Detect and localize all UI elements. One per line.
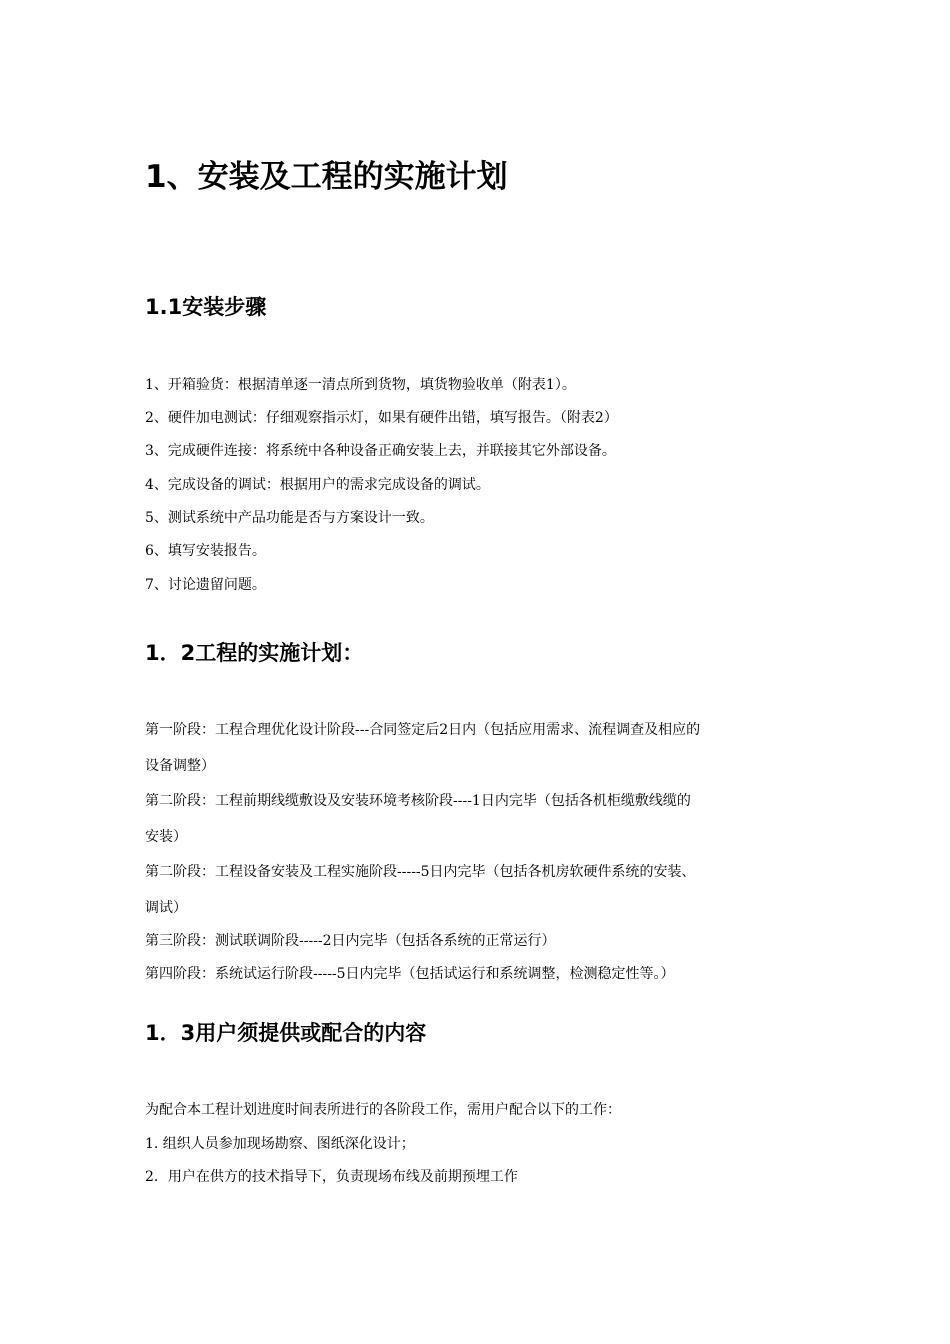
plan-line: 调试） (145, 900, 187, 916)
plan-line: 安装） (145, 829, 187, 845)
page-title: 1、安装及工程的实施计划 (145, 159, 508, 195)
plan-line: 第一阶段：工程合理优化设计阶段---合同签定后2日内（包括应用需求、流程调查及相应的 (145, 722, 701, 738)
install-step-5: 5、测试系统中产品功能是否与方案设计一致。 (145, 510, 434, 526)
install-step-3: 3、完成硬件连接：将系统中各种设备正确安装上去，并联接其它外部设备。 (145, 443, 616, 459)
plan-line: 设备调整） (145, 758, 215, 774)
section-heading-implementation-plan: 1．2工程的实施计划： (145, 641, 364, 665)
install-step-4: 4、完成设备的调试：根据用户的需求完成设备的调试。 (145, 477, 490, 493)
install-step-2: 2、硬件加电测试：仔细观察指示灯，如果有硬件出错，填写报告。（附表2） (145, 410, 618, 426)
install-step-1: 1、开箱验货：根据清单逐一清点所到货物，填货物验收单（附表1）。 (145, 377, 576, 393)
install-step-6: 6、填写安装报告。 (145, 543, 266, 559)
plan-line: 第二阶段：工程前期线缆敷设及安装环境考核阶段----1日内完毕（包括各机柜缆敷线缆的 (145, 793, 691, 809)
section-heading-user-cooperation: 1．3用户须提供或配合的内容 (145, 1021, 427, 1045)
cooperation-intro: 为配合本工程计划进度时间表所进行的各阶段工作，需用户配合以下的工作： (145, 1102, 621, 1118)
section-heading-install-steps: 1.1安装步骤 (145, 295, 267, 319)
cooperation-item-2: 2．用户在供方的技术指导下，负责现场布线及前期预埋工作 (145, 1169, 518, 1185)
install-step-7: 7、讨论遗留问题。 (145, 577, 266, 593)
plan-line: 第四阶段：系统试运行阶段-----5日内完毕（包括试运行和系统调整，检测稳定性等。） (145, 966, 675, 982)
plan-line: 第三阶段：测试联调阶段-----2日内完毕（包括各系统的正常运行） (145, 933, 556, 949)
plan-line: 第二阶段：工程设备安装及工程实施阶段-----5日内完毕（包括各机房软硬件系统的安装、 (145, 864, 696, 880)
cooperation-item-1: 1. 组织人员参加现场勘察、图纸深化设计； (145, 1136, 415, 1152)
